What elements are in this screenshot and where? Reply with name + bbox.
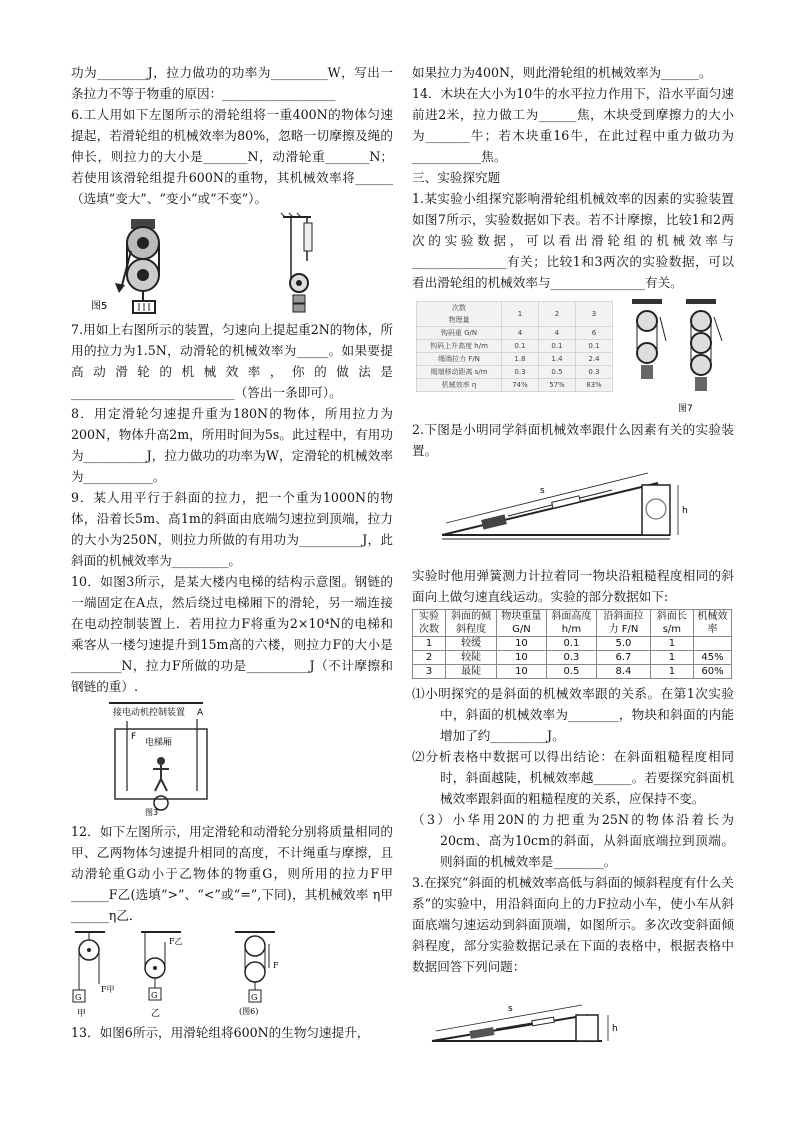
- pulley-block-figure: [71, 211, 393, 317]
- incline-figure-1: [412, 463, 734, 563]
- f-label: F: [273, 961, 279, 970]
- incline-h-label-2: h: [612, 1024, 618, 1034]
- t7-cell: 0.1: [539, 340, 576, 353]
- inc-cell: 1: [650, 651, 693, 665]
- inc-cell: 2: [413, 651, 446, 665]
- experiment-3: 3.在探究“斜面的机械效率高低与斜面的倾斜程度有什么关系”的实验中，用沿斜面向上的力F拉动小车，使小车从斜面底端匀速运动到斜面顶端，如图所示。多次改变斜面倾斜程度，部分实验数据记录在下面的表格中，根据表格中数据回答下列问题：: [412, 875, 734, 974]
- experiment-1: 1.某实验小组探究影响滑轮组机械效率的因素的实验装置如图7所示，实验数据如下表。若不计摩擦，比较1和2两次的实验数据，可以看出滑轮组的机械效率与_______________有关；比较1和3两次的实验数据，可以看出滑轮组的机械效率与_______________有关。: [412, 191, 734, 290]
- inc-header: 物块重量 G/N: [497, 610, 547, 637]
- g-label-jia: G: [75, 993, 82, 1002]
- fig3-room-label: 电梯厢: [145, 738, 173, 748]
- fig3-a-label: A: [197, 708, 204, 718]
- incline-diagram-1: [412, 463, 734, 563]
- incline-s-label-1: s: [540, 486, 545, 496]
- inc-header: 沿斜面拉力 F/N: [597, 610, 651, 637]
- question-9: 9．某人用平行于斜面的拉力，把一个重为1000N的物体，沿着长5m、高1m的斜面由底端匀速拉到顶端，拉力的大小为250N，则拉力所做的有用功为__________J，此斜面的机械效率为_________。: [71, 490, 393, 568]
- right-column: [412, 62, 734, 1057]
- subquestion-1: ⑴小明探究的是斜面的机械效率跟的关系。在第1次实验中，斜面的机械效率为________，物块和斜面的内能增加了约_________J。: [412, 686, 734, 743]
- inc-cell: 60%: [694, 665, 732, 679]
- fig6-label: (图6): [239, 1007, 259, 1016]
- fig-yi-label: 乙: [151, 1009, 161, 1019]
- inc-header: 斜面长 s/m: [650, 610, 693, 637]
- fig7-label: 图7: [678, 404, 693, 414]
- inc-cell: 6.7: [597, 651, 651, 665]
- g-label-6: G: [251, 993, 258, 1002]
- t7-cell: 钩码重 G/N: [417, 327, 502, 340]
- t7-cell: 0.1: [502, 340, 539, 353]
- inc-cell: 10: [497, 665, 547, 679]
- question-12: 12．如下左图所示，用定滑轮和动滑轮分别将质量相同的甲、乙两物体匀速提升相同的高度，不计绳重与摩擦，且动滑轮重G动小于乙物体的物重G，则所用的拉力F甲______F乙(选填“>”、“<”或“=”,下同)，其机械效率 η甲______η乙．: [71, 824, 393, 923]
- t7-cell: 2.4: [576, 353, 613, 366]
- inc-header: 斜面高度 h/m: [546, 610, 596, 637]
- incline-data-table: [412, 609, 732, 679]
- fig3-top-label: 接电动机控制装置: [113, 708, 186, 718]
- t7-cell: 绳端移动距离 s/m: [417, 366, 502, 379]
- fig5-label: 图5: [91, 301, 108, 312]
- f-yi-label: F乙: [169, 937, 183, 946]
- fig-jia-label: 甲: [77, 1009, 87, 1019]
- inc-cell: 较缓: [446, 637, 497, 651]
- inc-cell: 8.4: [597, 665, 651, 679]
- inc-cell: 1: [650, 665, 693, 679]
- question-8: 8．用定滑轮匀速提升重为180N的物体，所用拉力为200N，物体升高2m，所用时间为5s。此过程中，有用功为__________J，拉力做功的功率为W，定滑轮的机械效率为___________。: [71, 406, 393, 484]
- fig3-label: 图3: [145, 808, 159, 817]
- fig7-pulleys: [624, 297, 734, 417]
- inc-cell: 0.1: [546, 637, 596, 651]
- t7-header-0: 次数 物理量: [417, 302, 502, 327]
- pulley-compare-diagram: [71, 928, 393, 1020]
- inc-cell: 5.0: [597, 637, 651, 651]
- fig7-table: [416, 301, 613, 392]
- incline-s-label-2: s: [508, 1004, 513, 1014]
- experiment-2: 2.下图是小明同学斜面机械效率跟什么因素有关的实验装置。: [412, 422, 734, 458]
- subquestion-3: （3）小华用20N的力把重为25N的物体沿着长为20cm、高为10cm的斜面，从斜面底端拉到顶端。则斜面的机械效率是________。: [412, 812, 734, 869]
- t7-header-1: 1: [502, 302, 539, 327]
- line-efficiency: 如果拉力为400N，则此滑轮组的机械效率为______。: [412, 65, 712, 80]
- t7-cell: 74%: [502, 379, 539, 392]
- question-6: 6.工人用如下左图所示的滑轮组将一重400N的物体匀速提起，若滑轮组的机械效率为80%，忽略一切摩擦及绳的伸长，则拉力的大小是_______N，动滑轮重_______N；若使用该滑轮组提升600N的重物，其机械效率将______（选填“变大”、“变小”或“不变”）。: [71, 107, 393, 206]
- f-jia-label: F甲: [101, 985, 115, 994]
- fig3-f-label: F: [131, 732, 137, 742]
- pulley-compare-figure: [71, 928, 393, 1020]
- question-7: 7.用如上右图所示的装置，匀速向上提起重2N的物体，所用的拉力为1.5N，动滑轮的机械效率为_____。如果要提高动滑轮的机械效率，你的做法是__________________________（答出一条即可）。: [71, 322, 393, 400]
- inc-header: 实验次数: [413, 610, 446, 637]
- t7-cell: 0.3: [576, 366, 613, 379]
- experiment-2-description: 实验时他用弹簧测力计拉着同一物块沿粗糙程度相同的斜面向上做匀速直线运动。实验的部分数据如下:: [412, 568, 734, 604]
- inc-cell: 0.3: [546, 651, 596, 665]
- inc-cell: [694, 637, 732, 651]
- t7-cell: 0.3: [502, 366, 539, 379]
- inc-cell: 最陡: [446, 665, 497, 679]
- inc-cell: 10: [497, 651, 547, 665]
- elevator-figure: [71, 699, 393, 817]
- inc-cell: 0.5: [546, 665, 596, 679]
- fig7-block: [412, 295, 734, 417]
- t7-cell: 4: [539, 327, 576, 340]
- incline-diagram-2: [412, 985, 734, 1055]
- inc-header: 斜面的倾斜程度: [446, 610, 497, 637]
- t7-header-3: 3: [576, 302, 613, 327]
- incline-h-label-1: h: [682, 506, 688, 516]
- t7-cell: 83%: [576, 379, 613, 392]
- question-14: 14．木块在大小为10牛的水平拉力作用下，沿水平面匀速前进2米，拉力做工为______焦，木块受到摩擦力的大小为_______牛；若木块重16牛，在此过程中重力做功为___________焦。: [412, 86, 734, 164]
- t7-cell: 机械效率 η: [417, 379, 502, 392]
- subquestion-2: ⑵分析表格中数据可以得出结论：在斜面粗糙程度相同时，斜面越陡，机械效率越______。若要探究斜面机械效率跟斜面的粗糙程度的关系，应保持不变。: [412, 749, 734, 806]
- section-3-title: 三、实验探究题: [412, 170, 501, 185]
- inc-cell: 1: [650, 637, 693, 651]
- elevator-diagram: [71, 699, 393, 817]
- pulley-figures-row: [71, 211, 393, 317]
- question-10: 10．如图3所示，是某大楼内电梯的结构示意图。钢链的一端固定在A点，然后绕过电梯厢下的滑轮，另一端连接在电动控制装置上．若用拉力F将重为2×10⁴N的电梯和乘客从一楼匀速提升到15m高的六楼，则拉力F的大小是________N，拉力F所做的功是__________J（不计摩擦和钢链的重）.: [71, 574, 393, 694]
- t7-cell: 钩码上升高度 h/m: [417, 340, 502, 353]
- inc-cell: 较陡: [446, 651, 497, 665]
- question-13: 13．如图6所示，用滑轮组将600N的生物匀速提升，: [71, 1025, 370, 1040]
- t7-header-2: 2: [539, 302, 576, 327]
- line-power: 功为________J，拉力做功的功率为_________W，写出一条拉力不等于物重的原因：__________________: [71, 65, 393, 101]
- t7-cell: 6: [576, 327, 613, 340]
- inc-cell: 3: [413, 665, 446, 679]
- inc-cell: 10: [497, 637, 547, 651]
- incline-figure-2: [412, 985, 734, 1055]
- inc-cell: 1: [413, 637, 446, 651]
- t7-cell: 1.8: [502, 353, 539, 366]
- t7-cell: 57%: [539, 379, 576, 392]
- inc-cell: 45%: [694, 651, 732, 665]
- t7-cell: 0.1: [576, 340, 613, 353]
- t7-cell: 1.4: [539, 353, 576, 366]
- t7-cell: 绳端拉力 F/N: [417, 353, 502, 366]
- t7-cell: 0.5: [539, 366, 576, 379]
- left-column: [71, 62, 393, 1043]
- inc-header: 机械效率: [694, 610, 732, 637]
- g-label-yi: G: [151, 991, 158, 1000]
- t7-cell: 4: [502, 327, 539, 340]
